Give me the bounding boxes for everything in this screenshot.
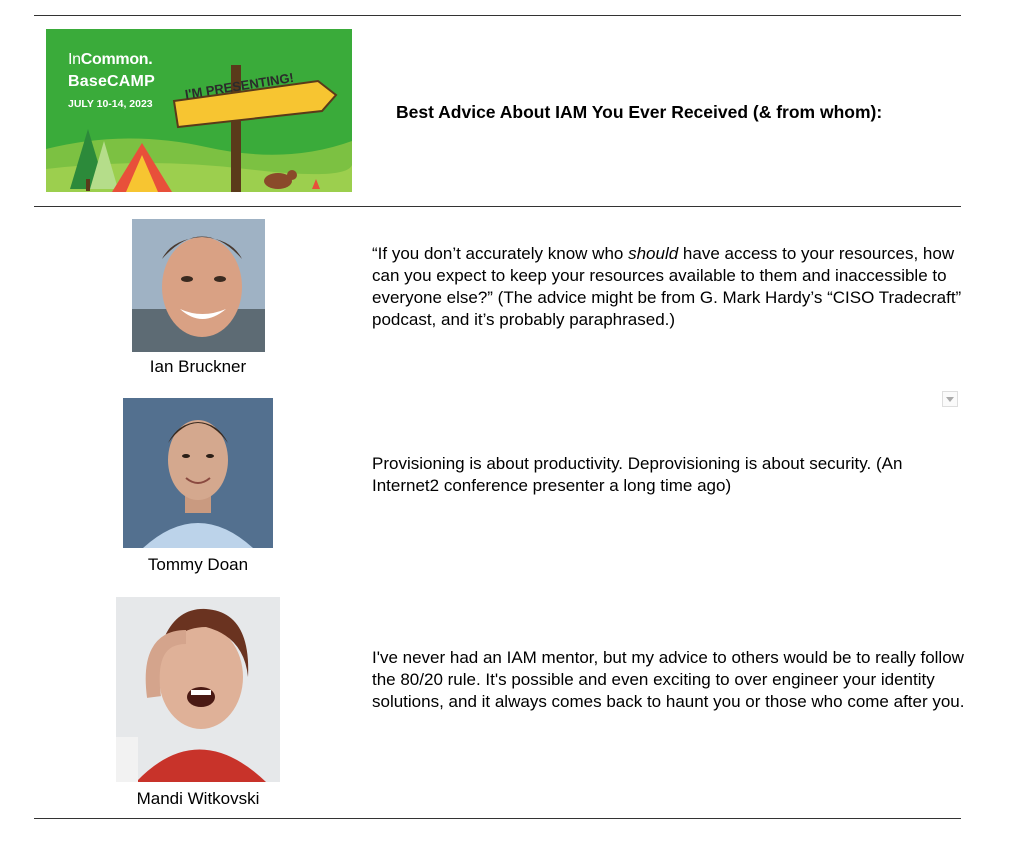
- advice-text: “If you don’t accurately know who should have access to your resources, how can you expect to keep your resources available to them and inaccessible to everyone else?” (The advice might be from G. Mark Hardy’s “CISO Tradecraft” podcast, and it’s probably paraphrased.): [372, 244, 962, 329]
- mandi-witkovski-photo: [116, 597, 280, 782]
- advice-text: Provisioning is about productivity. Deprovisioning is about security. (An Internet2 conference presenter a long time ago): [372, 454, 903, 495]
- advice-text: I've never had an IAM mentor, but my advice to others would be to really follow the 80/20 rule. It's possible and even exciting to over engineer your identity solutions, and it always comes back to haunt you or those who come after you.: [372, 648, 965, 711]
- person-name: Ian Bruckner: [149, 357, 247, 376]
- tommy-doan-photo: [123, 398, 273, 548]
- top-rule: [34, 15, 961, 16]
- person-name: Tommy Doan: [147, 555, 249, 574]
- basecamp-title: BaseCAMP: [68, 73, 155, 90]
- header-rule: [34, 206, 961, 207]
- bottom-rule: [34, 818, 961, 819]
- event-dates: JULY 10-14, 2023: [68, 98, 153, 110]
- basecamp-banner: [46, 29, 352, 192]
- page-title: Best Advice About IAM You Ever Received (& from whom):: [396, 102, 883, 122]
- ian-bruckner-photo: [132, 219, 265, 352]
- incommon-logo: InCommon.: [68, 51, 153, 68]
- dropdown-arrow-icon[interactable]: [942, 391, 958, 407]
- presenting-sign-label: I'M PRESENTING!: [183, 69, 295, 102]
- person-name: Mandi Witkovski: [136, 789, 260, 808]
